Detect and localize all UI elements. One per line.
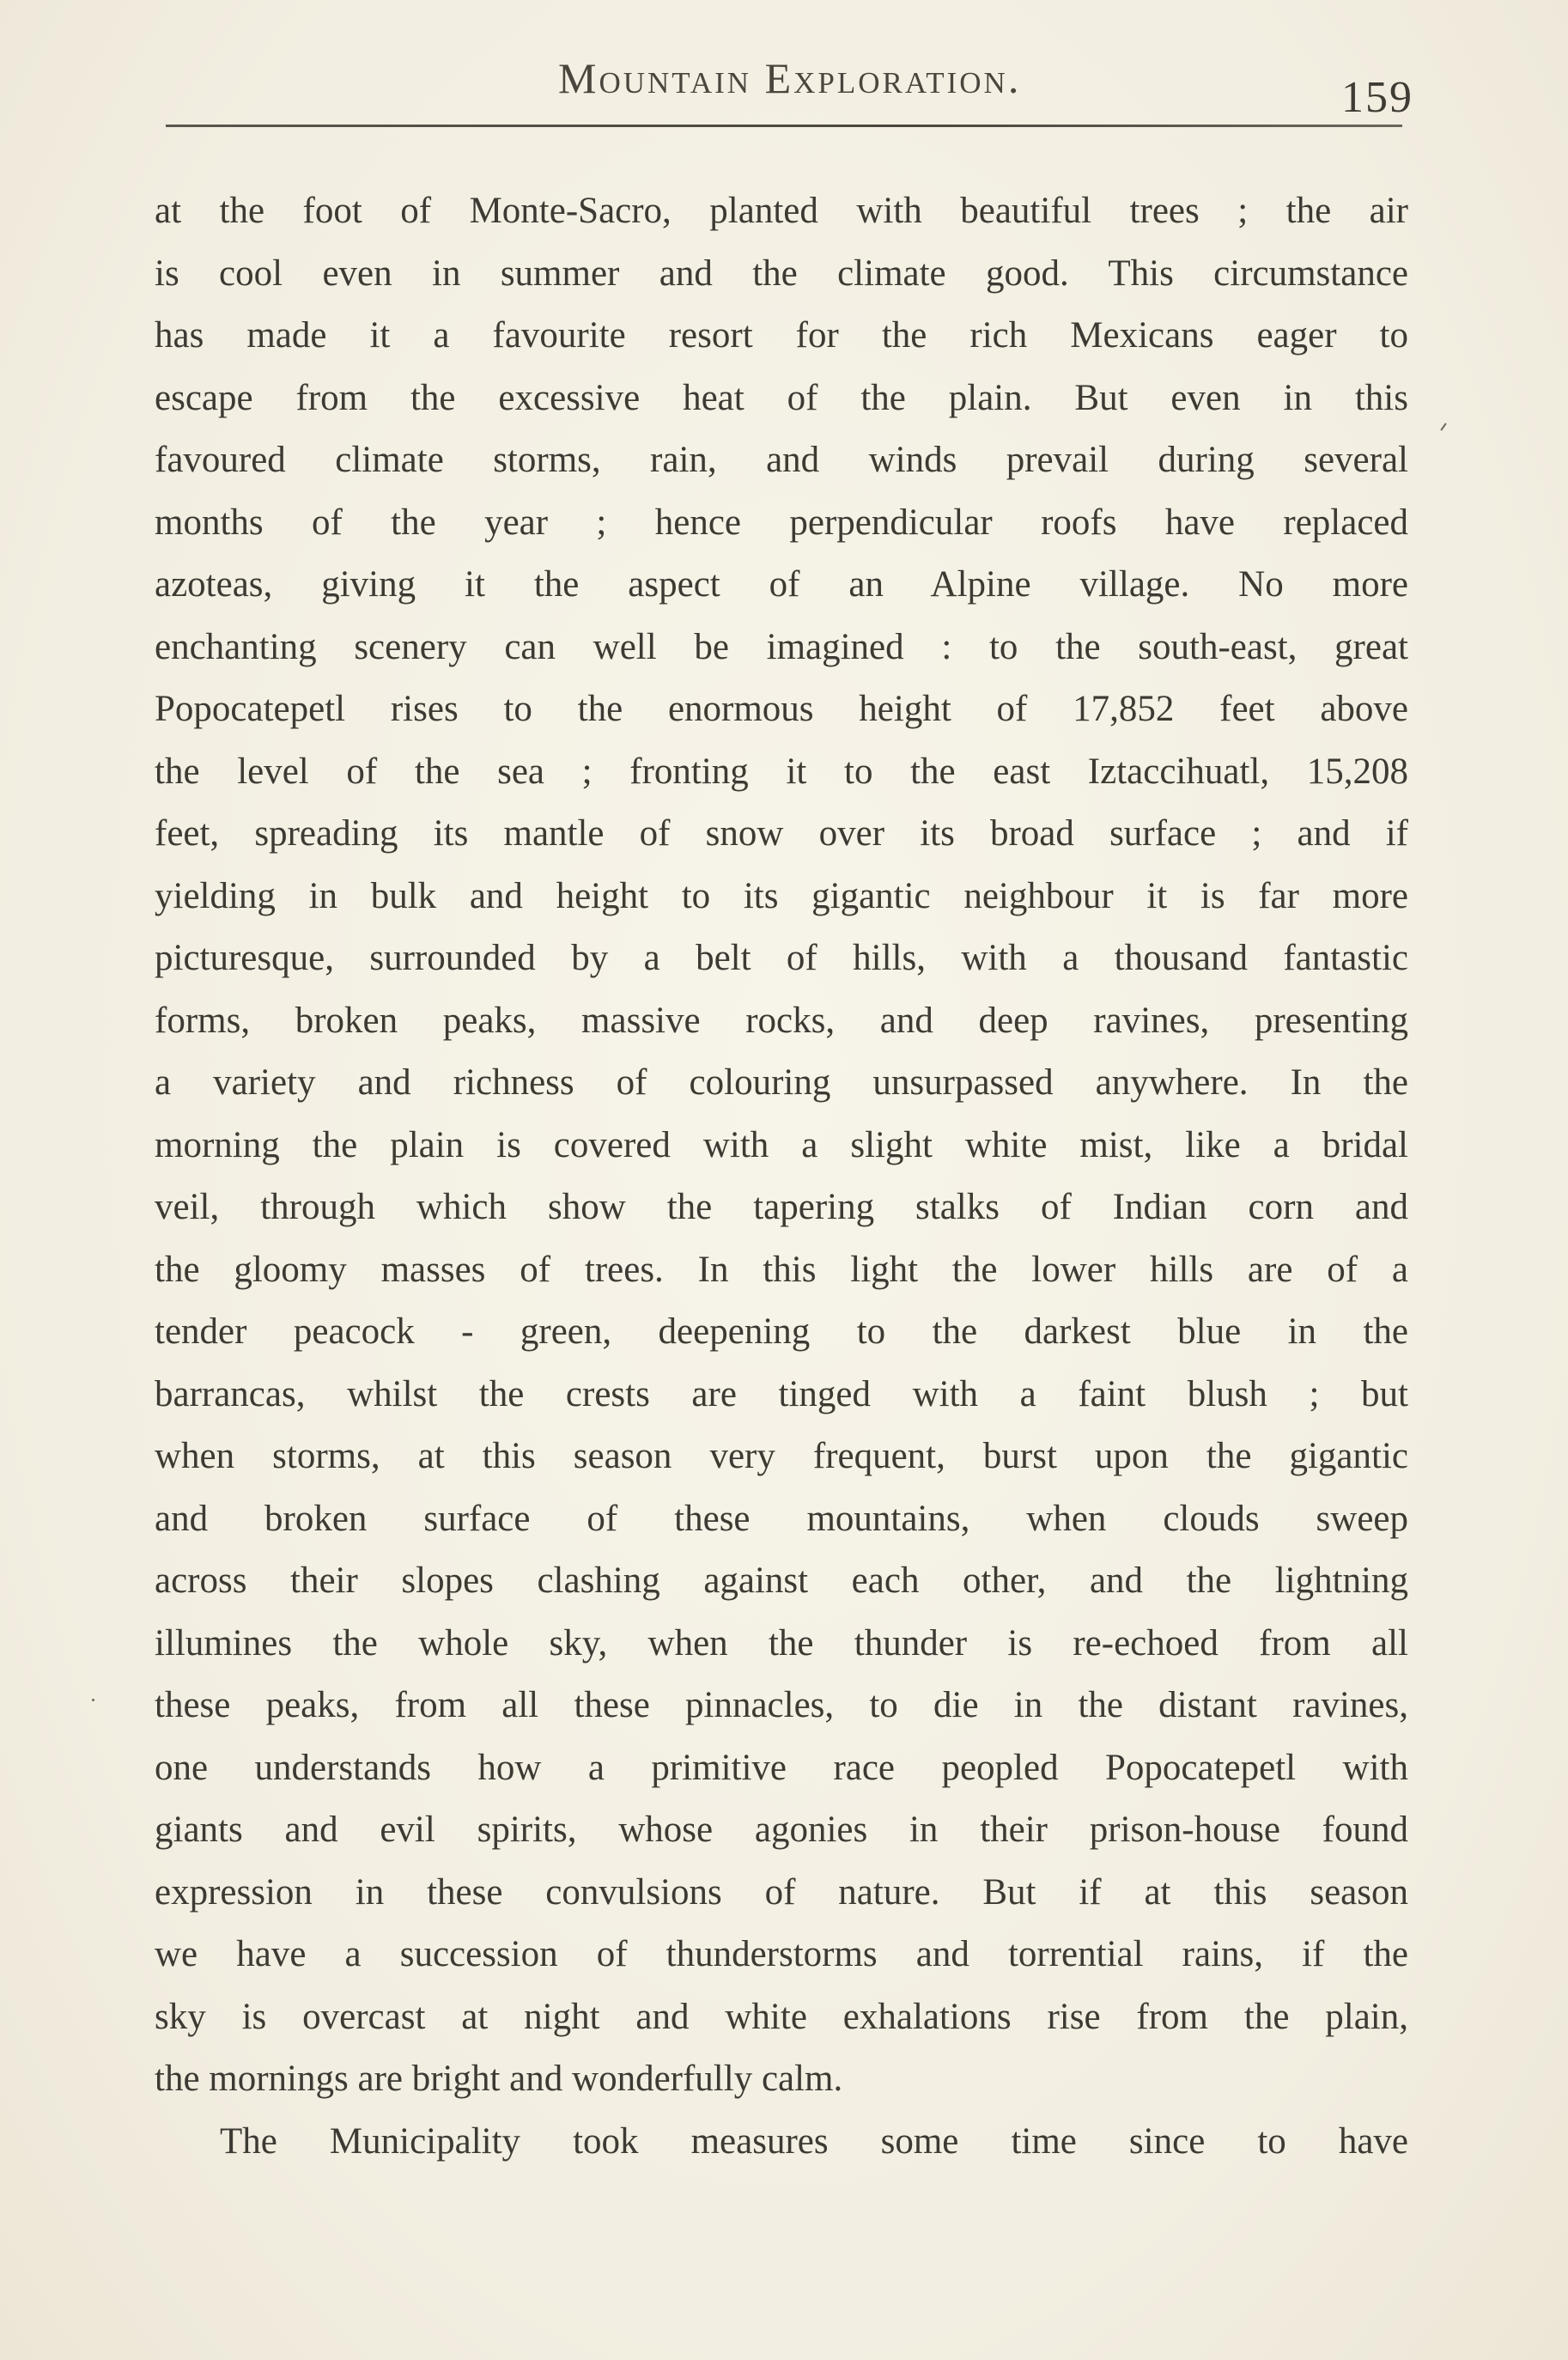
text-line: the gloomy masses of trees. In this light the lower hills are of a [155, 1249, 1408, 1290]
text-line: yielding in bulk and height to its gigantic neighbour it is far more [155, 875, 1408, 916]
text-line: these peaks, from all these pinnacles, to die in the distant ravines, [155, 1685, 1408, 1725]
text-line: the level of the sea ; fronting it to the east Iztaccihuatl, 15,208 [155, 751, 1408, 792]
text-line: has made it a favourite resort for the rich Mexicans eager to [155, 315, 1408, 356]
page-number: 159 [1341, 73, 1413, 122]
text-line: when storms, at this season very frequent, burst upon the gigantic [155, 1436, 1408, 1476]
text-line: illumines the whole sky, when the thunder is re-echoed from all [155, 1622, 1408, 1664]
text-line-paragraph-end: the mornings are bright and wonderfully calm. [155, 2059, 843, 2099]
text-line: morning the plain is covered with a slight white mist, like a bridal [155, 1124, 1408, 1165]
header-rule [166, 125, 1402, 127]
text-line: veil, through which show the tapering stalks of Indian corn and [155, 1187, 1408, 1227]
text-line: picturesque, surrounded by a belt of hills, with a thousand fantastic [155, 938, 1408, 978]
text-line: tender peacock - green, deepening to the darkest blue in the [155, 1311, 1408, 1352]
text-line: months of the year ; hence perpendicular roofs have replaced [155, 502, 1408, 543]
text-line: enchanting scenery can well be imagined : to the south-east, great [155, 626, 1408, 667]
running-head [0, 53, 1568, 122]
text-line: barrancas, whilst the crests are tinged with a faint blush ; but [155, 1373, 1408, 1414]
paper-speck [1440, 423, 1446, 430]
text-line: feet, spreading its mantle of snow over its broad surface ; and if [155, 813, 1408, 854]
text-line: across their slopes clashing against each other, and the lightning [155, 1560, 1408, 1601]
text-line: one understands how a primitive race peopled Popocatepetl with [155, 1747, 1408, 1788]
paper-speck [92, 1699, 94, 1701]
text-line: is cool even in summer and the climate good. This circumstance [155, 252, 1408, 294]
text-line: sky is overcast at night and white exhalations rise from the plain, [155, 1996, 1408, 2037]
text-line: expression in these convulsions of nature. But if at this season [155, 1871, 1408, 1913]
text-line: escape from the excessive heat of the plain. But even in this [155, 377, 1408, 418]
text-line: favoured climate storms, rain, and winds prevail during several [155, 440, 1408, 480]
running-head-title: Mountain Exploration. [558, 54, 1022, 102]
text-line: forms, broken peaks, massive rocks, and deep ravines, presenting [155, 1000, 1408, 1041]
text-line: azoteas, giving it the aspect of an Alpine village. No more [155, 564, 1408, 605]
text-line-paragraph-start: The Municipality took measures some time since to have [220, 2120, 1408, 2162]
text-line: giants and evil spirits, whose agonies in their prison-house found [155, 1810, 1408, 1850]
text-line: at the foot of Monte-Sacro, planted with beautiful trees ; the air [155, 191, 1408, 231]
text-line: a variety and richness of colouring unsurpassed anywhere. In the [155, 1062, 1408, 1103]
body-text [155, 180, 1408, 2173]
text-line: and broken surface of these mountains, when clouds sweep [155, 1498, 1408, 1539]
text-line: Popocatepetl rises to the enormous height of 17,852 feet above [155, 689, 1408, 729]
text-line: we have a succession of thunderstorms and torrential rains, if the [155, 1934, 1408, 1974]
